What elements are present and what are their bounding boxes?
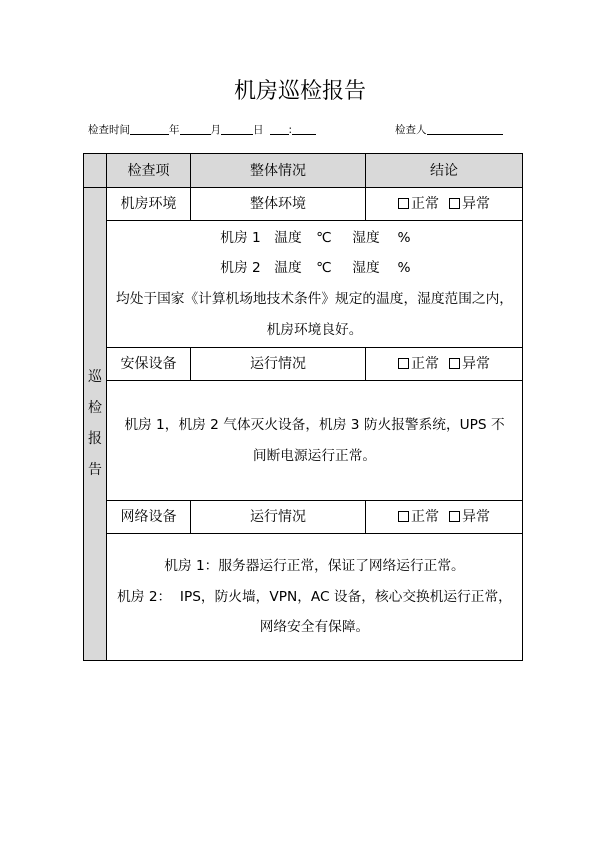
- humidity-unit: %: [397, 260, 411, 277]
- inspector-label: 检查人: [395, 124, 427, 136]
- temperature-unit: ℃: [316, 229, 332, 246]
- side-label-cell: [84, 188, 107, 661]
- conclusion-cell-security: [366, 348, 523, 381]
- checkbox-icon[interactable]: [398, 198, 409, 209]
- item-cell-environment: 机房环境: [107, 188, 191, 221]
- option-label-abnormal: 异常: [462, 509, 490, 525]
- status-cell-network: 运行情况: [191, 501, 366, 534]
- side-label-char: 报: [88, 431, 102, 447]
- humidity-label: 湿度: [352, 229, 380, 246]
- option-label-normal: 正常: [411, 509, 439, 525]
- year-blank[interactable]: [130, 123, 169, 135]
- conclusion-cell-environment: [366, 188, 523, 221]
- security-detail-cell: [107, 381, 523, 501]
- month-blank[interactable]: [180, 123, 211, 135]
- environment-detail-cell: [107, 221, 523, 348]
- month-label: 月: [210, 124, 221, 136]
- option-label-abnormal: 异常: [462, 356, 490, 372]
- option-label-normal: 正常: [411, 356, 439, 372]
- abnormal-option[interactable]: [449, 194, 490, 214]
- humidity-unit: %: [397, 229, 411, 246]
- header-corner-cell: [84, 154, 107, 188]
- detail-line: 均处于国家《计算机场地技术条件》规定的温度，湿度范围之内，: [116, 291, 513, 307]
- header-overall-status: 整体情况: [191, 154, 366, 188]
- normal-option[interactable]: [398, 354, 439, 374]
- table-row: [84, 188, 523, 221]
- table-row: [84, 534, 523, 661]
- header-conclusion: 结论: [366, 154, 523, 188]
- checkbox-icon[interactable]: [398, 511, 409, 522]
- side-label-char: 告: [88, 462, 102, 478]
- abnormal-option[interactable]: [449, 507, 490, 527]
- option-label-normal: 正常: [411, 196, 439, 212]
- time-separator: :: [288, 124, 293, 136]
- page-title: 机房巡检报告: [233, 79, 366, 104]
- room-name: 机房 2: [220, 260, 261, 277]
- reading-line: [107, 223, 522, 254]
- table-row: [84, 221, 523, 348]
- normal-option[interactable]: [398, 507, 439, 527]
- conclusion-cell-network: [366, 501, 523, 534]
- table-row: [84, 348, 523, 381]
- inspection-time-label: 检查时间: [88, 124, 130, 136]
- checkbox-icon[interactable]: [449, 358, 460, 369]
- detail-line: 网络安全有保障。: [259, 619, 370, 636]
- status-cell-environment: 整体环境: [191, 188, 366, 221]
- item-cell-network: 网络设备: [107, 501, 191, 534]
- room-name: 机房 1: [220, 229, 261, 246]
- table-row: [84, 501, 523, 534]
- day-label: 日: [253, 124, 264, 136]
- year-label: 年: [169, 124, 180, 136]
- side-label-char: 检: [88, 400, 102, 416]
- inspector-blank[interactable]: [427, 123, 503, 135]
- humidity-label: 湿度: [352, 260, 380, 277]
- checkbox-icon[interactable]: [449, 198, 460, 209]
- detail-line: 间断电源运行正常。: [252, 447, 377, 464]
- option-label-abnormal: 异常: [462, 196, 490, 212]
- temperature-unit: ℃: [316, 260, 332, 277]
- checkbox-icon[interactable]: [398, 358, 409, 369]
- detail-line: 机房环境良好。: [266, 321, 363, 338]
- detail-line: 机房 1，机房 2 气体灭火设备，机房 3 防火报警系统，UPS 不: [124, 416, 505, 433]
- inspection-table: [83, 153, 523, 661]
- table-header-row: [84, 154, 523, 188]
- side-label-char: 巡: [88, 369, 102, 385]
- inspection-time-line: [88, 123, 316, 137]
- temperature-label: 温度: [274, 260, 302, 277]
- network-detail-cell: [107, 534, 523, 661]
- detail-line: 机房 1：服务器运行正常，保证了网络运行正常。: [164, 557, 465, 574]
- hour-blank[interactable]: [270, 123, 289, 135]
- temperature-label: 温度: [274, 229, 302, 246]
- normal-option[interactable]: [398, 194, 439, 214]
- item-cell-security: 安保设备: [107, 348, 191, 381]
- day-blank[interactable]: [221, 123, 253, 135]
- minute-blank[interactable]: [292, 123, 316, 135]
- table-row: [84, 381, 523, 501]
- detail-line: 机房 2： IPS，防火墙，VPN，AC 设备，核心交换机运行正常，: [117, 588, 512, 605]
- abnormal-option[interactable]: [449, 354, 490, 374]
- header-check-item: 检查项: [107, 154, 191, 188]
- checkbox-icon[interactable]: [449, 511, 460, 522]
- inspector-line: [395, 123, 503, 137]
- status-cell-security: 运行情况: [191, 348, 366, 381]
- reading-line: [107, 253, 522, 284]
